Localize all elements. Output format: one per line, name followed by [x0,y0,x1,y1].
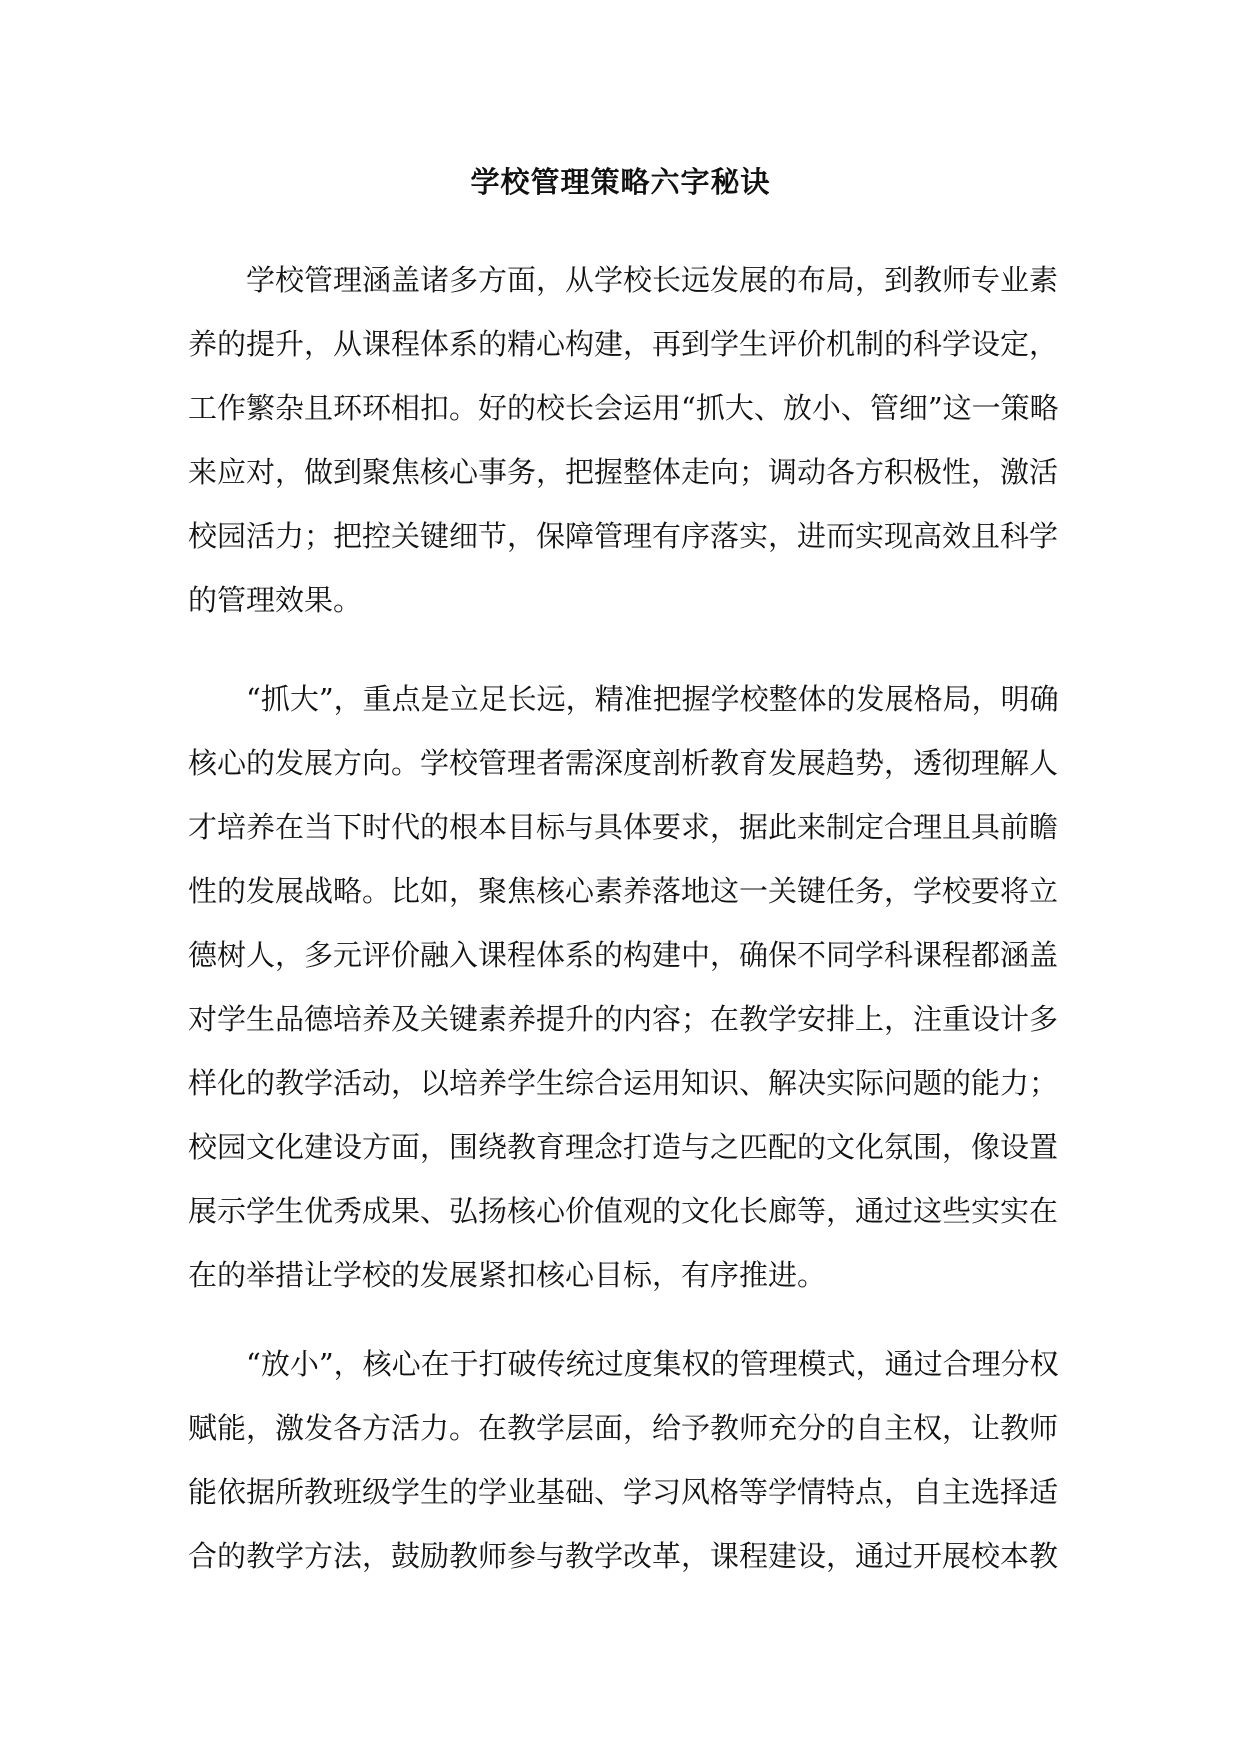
paragraph-grasp-big [188,667,1059,1307]
paragraph-line: “抓大”，重点是立足长远，精准把握学校整体的发展格局，明确 [246,682,1059,716]
paragraph-line: 对学生品德培养及关键素养提升的内容；在教学安排上，注重设计多 [188,1002,1059,1036]
paragraph-line: 来应对，做到聚焦核心事务，把握整体走向；调动各方积极性，激活 [188,455,1059,489]
paragraph-line: 养的提升，从课程体系的精心构建，再到学生评价机制的科学设定， [188,327,1059,361]
document-title: 学校管理策略六字秘诀 [470,165,771,199]
paragraph-line: 在的举措让学校的发展紧扣核心目标，有序推进。 [188,1258,827,1292]
paragraph-line: 能依据所教班级学生的学业基础、学习风格等学情特点，自主选择适 [188,1475,1059,1509]
paragraph-line: 赋能，激发各方活力。在教学层面，给予教师充分的自主权，让教师 [188,1411,1059,1445]
paragraph-overview [188,248,1059,632]
paragraph-line: “放小”，核心在于打破传统过度集权的管理模式，通过合理分权 [246,1347,1059,1381]
paragraph-line: 样化的教学活动，以培养学生综合运用知识、解决实际问题的能力； [188,1066,1059,1100]
paragraph-line: 合的教学方法，鼓励教师参与教学改革，课程建设，通过开展校本教 [188,1539,1059,1573]
paragraph-line: 性的发展战略。比如，聚焦核心素养落地这一关键任务，学校要将立 [188,874,1059,908]
paragraph-line: 德树人，多元评价融入课程体系的构建中，确保不同学科课程都涵盖 [188,938,1059,972]
paragraph-line: 的管理效果。 [188,583,363,617]
paragraph-line: 校园文化建设方面，围绕教育理念打造与之匹配的文化氛围，像设置 [188,1130,1059,1164]
paragraph-release-small [188,1332,1059,1588]
paragraph-line: 校园活力；把控关键细节，保障管理有序落实，进而实现高效且科学 [188,519,1059,553]
paragraph-line: 工作繁杂且环环相扣。好的校长会运用“抓大、放小、管细”这一策略 [188,391,1059,425]
paragraph-line: 才培养在当下时代的根本目标与具体要求，据此来制定合理且具前瞻 [188,810,1059,844]
paragraph-line: 核心的发展方向。学校管理者需深度剖析教育发展趋势，透彻理解人 [188,746,1059,780]
paragraph-line: 学校管理涵盖诸多方面，从学校长远发展的布局，到教师专业素 [246,263,1059,297]
paragraph-line: 展示学生优秀成果、弘扬核心价值观的文化长廊等，通过这些实实在 [188,1194,1059,1228]
